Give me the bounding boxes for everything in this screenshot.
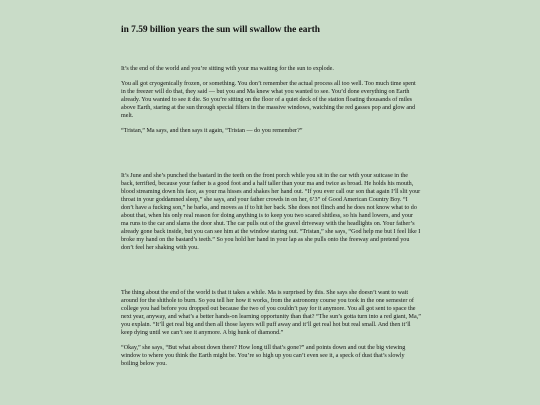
story-title: in 7.59 billion years the sun will swallow the earth [121, 25, 320, 35]
section-break [121, 142, 421, 172]
paragraph: You all got cryogenically frozen, or something. You don’t remember the actual process all too well. Too much time spent in the freezer will do that, they said — but you and Ma knew what you wanted to see. You’d done everything on Earth already. You wanted to see it die. So you’re sitting on the floor of a quiet deck of the station floating thousands of miles above Earth, staring at the sun through special filters in the massive windows, watching the red gasses pop and glow and melt. [121, 81, 416, 119]
paragraph: The thing about the end of the world is that it takes a while. Ma is surprised by this. She says she doesn’t want to wait around for the shithole to burn. So you tell her how it works, from the astronomy course you took in the one semester of college you had before you dropped out because the two of you couldn’t pay for it anymore. You all got sent to space the next year, anyway, and what’s a better hands-on learning opportunity than that? “The sun’s gotta turn into a red giant, Ma,” you explain. “It’ll get real big and then all those layers will puff away and it’ll get real hot but real small. And then it’ll keep dying until we can’t see it anymore. A big hunk of diamond.” [121, 290, 421, 336]
paragraph: It’s June and she’s punched the bastard in the teeth on the front porch while you sit in the car with your suitcase in the back, terrified, because your father is a good foot and a half taller than your ma and twice as broad. He holds his mouth, blood streaming down his face, as your ma hisses and shakes her hand out. “If you ever call our son that again I’ll slit your throat in your goddamned sleep,” she says, and your father crowds in on her, 6’3” of Good American Country Boy. “I don’t have a fucking son,” he barks, and moves as if to hit her back. She does not flinch and he does not know what to do about that, when his only real reason for doing anything is to keep you two scared shitless, so his hand lowers, and your ma runs to the car and slams the door shut. The car pulls out of the gravel driveway with the headlights on. Your father’s already gone back inside, but you can see him at the window staring out. “Tristan,” she says, “God help me but I feel like I broke my hand on the bastard’s teeth.” So you hold her hand in your lap as she pulls onto the freeway and pretend you don’t feel her shaking with you. [121, 173, 421, 251]
section-break [121, 259, 421, 289]
paragraph: “Okay,” she says, “But what about down there? How long till that’s gone?” and points down and out the big viewing window to where you think the Earth might be. You’re so high up you can’t even see it, a speck of dust that’s slowly boiling below you. [121, 345, 406, 367]
article [121, 24, 421, 375]
paragraph: It’s the end of the world and you’re sitting with your ma waiting for the sun to explode. [121, 66, 334, 72]
paragraph: “Tristan,” Ma says, and then says it again, “Tristan — do you remember?” [121, 128, 303, 134]
